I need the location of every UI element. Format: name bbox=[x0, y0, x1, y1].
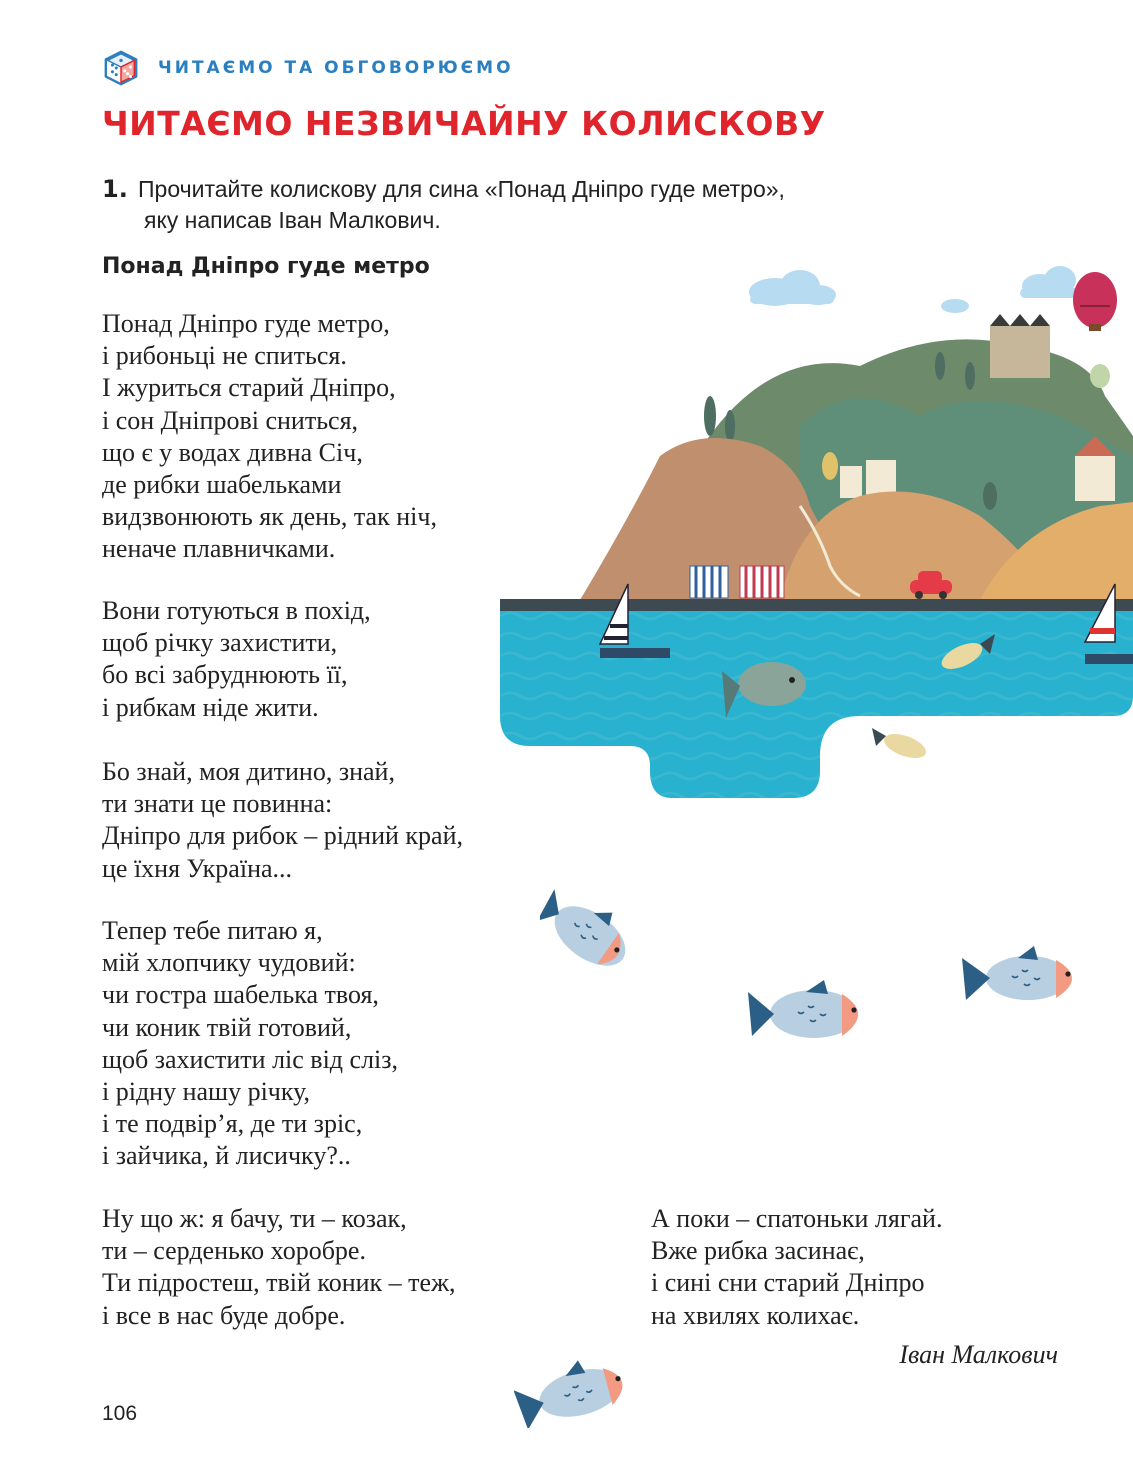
page-title: ЧИТАЄМО НЕЗВИЧАЙНУ КОЛИСКОВУ bbox=[102, 104, 826, 143]
poem-stanza bbox=[102, 1203, 456, 1332]
poem-title: Понад Дніпро гуде метро bbox=[102, 254, 430, 279]
cloud-icon bbox=[941, 299, 969, 313]
poem-line: А поки – спатоньки лягай. bbox=[651, 1204, 943, 1233]
poem-line: ти знати це повинна: bbox=[102, 789, 333, 819]
hot-air-balloon-icon bbox=[1073, 272, 1117, 331]
task-text-line: Прочитайте колискову для сина «Понад Дніпро гуде метро», bbox=[138, 176, 785, 202]
poem-line: неначе плавничками. bbox=[102, 534, 336, 564]
poem-line: бо всі забруднюють її, bbox=[102, 660, 348, 690]
poem-line: щоб річку захистити, bbox=[102, 628, 338, 658]
poem-line: де рибки шабельками bbox=[102, 470, 342, 500]
poem-line: чи гостра шабелька твоя, bbox=[102, 980, 379, 1010]
poem-line: і рідну нашу річку, bbox=[102, 1077, 311, 1107]
poem-line: мій хлопчику чудовий: bbox=[102, 948, 356, 978]
cloud-icon bbox=[749, 270, 836, 306]
poem-line: видзвонюють як день, так ніч, bbox=[102, 502, 437, 532]
poem-line: Вже рибка засинає, bbox=[651, 1236, 865, 1266]
poem-line: чи коник твій готовий, bbox=[102, 1012, 352, 1042]
poem-line: Ну що ж: я бачу, ти – козак, bbox=[102, 1204, 407, 1233]
task-number: 1. bbox=[102, 175, 128, 203]
task-instruction bbox=[102, 174, 1002, 236]
river-landscape-illustration bbox=[500, 266, 1133, 800]
poem-stanza bbox=[651, 1203, 942, 1332]
dice-cube-icon bbox=[102, 49, 140, 87]
poem-line: І журиться старий Дніпро, bbox=[102, 373, 396, 403]
poem-line: і зайчика, й лисичку?.. bbox=[102, 1141, 351, 1171]
poem-line: Тепер тебе питаю я, bbox=[102, 916, 323, 945]
cloud-icon bbox=[1020, 266, 1080, 298]
poem-line: Понад Дніпро гуде метро, bbox=[102, 309, 390, 338]
poem-line: що є у водах дивна Січ, bbox=[102, 437, 363, 467]
poem-line: ти – серденько хоробре. bbox=[102, 1236, 366, 1266]
poem-author: Іван Малкович bbox=[899, 1340, 1058, 1369]
poem-line: Бо знай, моя дитино, знай, bbox=[102, 757, 395, 786]
fish-icon bbox=[746, 978, 874, 1046]
poem-stanza bbox=[102, 595, 371, 724]
poem-line: Вони готуються в похід, bbox=[102, 596, 371, 625]
poem-line: на хвилях колихає. bbox=[651, 1300, 860, 1330]
poem-line: і рибоньці не спиться. bbox=[102, 341, 347, 371]
poem-line: і все в нас буде добре. bbox=[102, 1300, 346, 1330]
poem-stanza bbox=[102, 915, 398, 1173]
poem-stanza bbox=[102, 756, 463, 885]
fish-icon bbox=[960, 946, 1086, 1006]
fish-icon bbox=[514, 1356, 638, 1428]
page-number: 106 bbox=[102, 1402, 138, 1425]
poem-line: Дніпро для рибок – рідний край, bbox=[102, 821, 464, 851]
poem-line: це їхня Україна... bbox=[102, 853, 293, 883]
poem-line: і рибкам ніде жити. bbox=[102, 692, 319, 722]
poem-line: щоб захистити ліс від сліз, bbox=[102, 1044, 399, 1074]
section-label: ЧИТАЄМО ТА ОБГОВОРЮЄМО bbox=[158, 58, 514, 78]
fish-icon bbox=[872, 728, 929, 763]
section-header bbox=[102, 48, 514, 88]
fish-icon bbox=[540, 884, 640, 988]
poem-stanza bbox=[102, 308, 437, 566]
poem-line: і те подвір’я, де ти зріс, bbox=[102, 1109, 363, 1139]
poem-line: Ти підростеш, твій коник – теж, bbox=[102, 1268, 456, 1298]
poem-line: і сон Дніпрові сниться, bbox=[102, 405, 359, 435]
poem-line: і сині сни старий Дніпро bbox=[651, 1268, 925, 1298]
task-text-line: яку написав Іван Малкович. bbox=[144, 207, 441, 233]
